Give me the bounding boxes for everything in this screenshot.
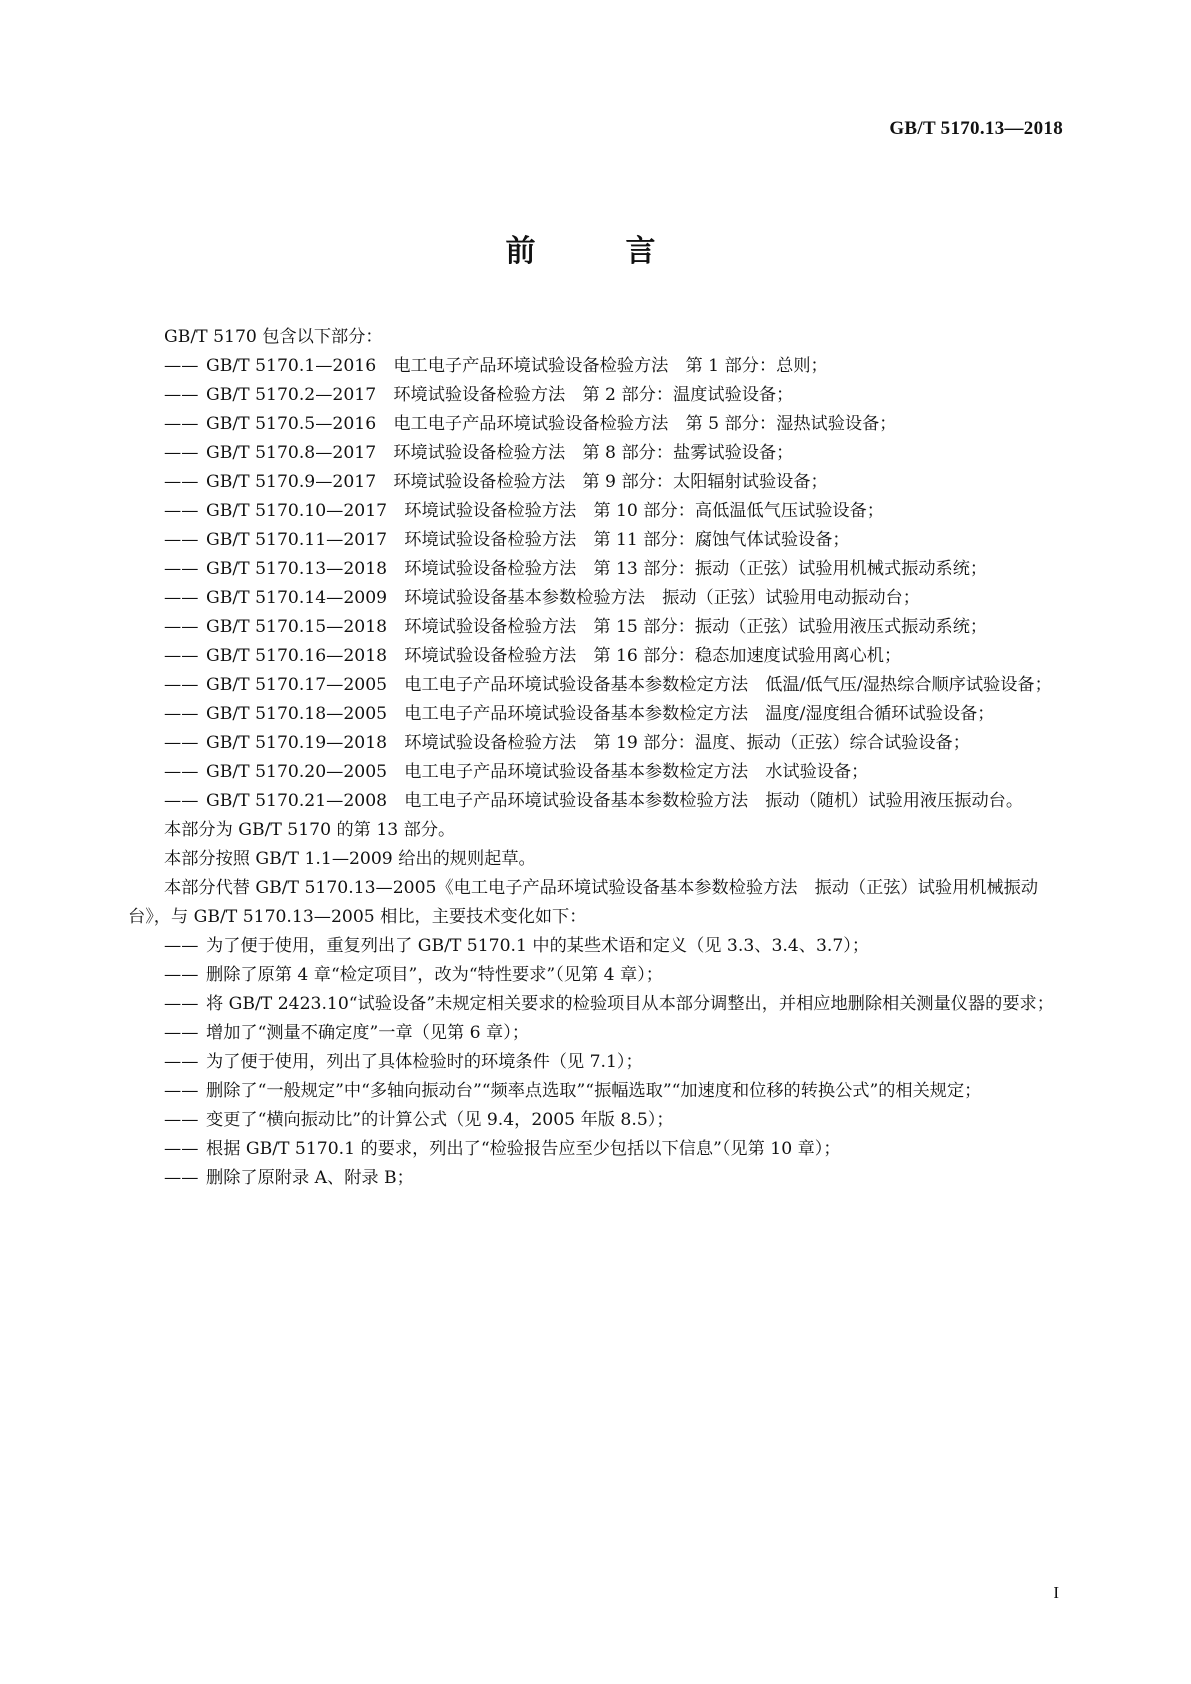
list-item: —— GB/T 5170.14—2009 环境试验设备基本参数检验方法 振动（正弦）试验用电动振动台； [164,588,920,608]
list-item: —— 将 GB/T 2423.10“试验设备”未规定相关要求的检验项目从本部分调整出，并相应地删除相关测量仪器的要求； [164,994,1054,1014]
list-item: —— GB/T 5170.16—2018 环境试验设备检验方法 第 16 部分：稳态加速度试验用离心机； [164,646,902,666]
list-item: —— GB/T 5170.5—2016 电工电子产品环境试验设备检验方法 第 5 部分：湿热试验设备； [164,414,897,434]
parts-list [128,352,1063,816]
list-item: —— GB/T 5170.9—2017 环境试验设备检验方法 第 9 部分：太阳辐射试验设备； [164,472,828,492]
list-item: —— GB/T 5170.17—2005 电工电子产品环境试验设备基本参数检定方法 低温/低气压/湿热综合顺序试验设备； [164,675,1052,695]
list-item: —— GB/T 5170.20—2005 电工电子产品环境试验设备基本参数检定方法 水试验设备； [164,762,869,782]
list-item: —— 为了便于使用，列出了具体检验时的环境条件（见 7.1）； [164,1052,643,1072]
drafting-rules-paragraph: 本部分按照 GB/T 1.1—2009 给出的规则起草。 [164,849,536,869]
list-item: —— GB/T 5170.21—2008 电工电子产品环境试验设备基本参数检验方法 振动（随机）试验用液压振动台。 [164,791,1024,811]
part-number-paragraph: 本部分为 GB/T 5170 的第 13 部分。 [164,820,456,840]
list-item: —— GB/T 5170.11—2017 环境试验设备检验方法 第 11 部分：腐蚀气体试验设备； [164,530,850,550]
list-item: —— 增加了“测量不确定度”一章（见第 6 章）； [164,1023,530,1043]
page-number: I [1053,1583,1059,1602]
list-item: —— 为了便于使用，重复列出了 GB/T 5170.1 中的某些术语和定义（见 3.3、3.4、3.7）； [164,936,870,956]
list-item: —— 根据 GB/T 5170.1 的要求，列出了“检验报告应至少包括以下信息”（见第 10 章）； [164,1139,841,1159]
page-title: 前 言 [505,234,686,269]
list-item: —— GB/T 5170.15—2018 环境试验设备检验方法 第 15 部分：振动（正弦）试验用液压式振动系统； [164,617,988,637]
list-item: —— 删除了原第 4 章“检定项目”，改为“特性要求”（见第 4 章）； [164,965,663,985]
list-item: —— GB/T 5170.18—2005 电工电子产品环境试验设备基本参数检定方法 温度/湿度组合循环试验设备； [164,704,995,724]
intro-paragraph: GB/T 5170 包含以下部分： [164,327,383,347]
list-item: —— GB/T 5170.10—2017 环境试验设备检验方法 第 10 部分：高低温低气压试验设备； [164,501,884,521]
list-item: —— GB/T 5170.8—2017 环境试验设备检验方法 第 8 部分：盐雾试验设备； [164,443,794,463]
list-item: —— GB/T 5170.13—2018 环境试验设备检验方法 第 13 部分：振动（正弦）试验用机械式振动系统； [164,559,988,579]
document-body [128,323,1063,1193]
list-item: —— GB/T 5170.1—2016 电工电子产品环境试验设备检验方法 第 1 部分：总则； [164,356,828,376]
document-code: GB/T 5170.13—2018 [889,118,1063,139]
changes-list [128,932,1063,1193]
list-item: —— 删除了原附录 A、附录 B； [164,1168,414,1188]
list-item: —— 变更了“横向振动比”的计算公式（见 9.4，2005 年版 8.5）； [164,1110,674,1130]
list-item: —— GB/T 5170.19—2018 环境试验设备检验方法 第 19 部分：温度、振动（正弦）综合试验设备； [164,733,970,753]
replacement-paragraph: 本部分代替 GB/T 5170.13—2005《电工电子产品环境试验设备基本参数检验方法 振动（正弦）试验用机械振动台》，与 GB/T 5170.13—2005 相比，主要技术变化如下： [128,878,1039,927]
list-item: —— GB/T 5170.2—2017 环境试验设备检验方法 第 2 部分：温度试验设备； [164,385,794,405]
list-item: —— 删除了“一般规定”中“多轴向振动台”“频率点选取”“振幅选取”“加速度和位移的转换公式”的相关规定； [164,1081,982,1101]
